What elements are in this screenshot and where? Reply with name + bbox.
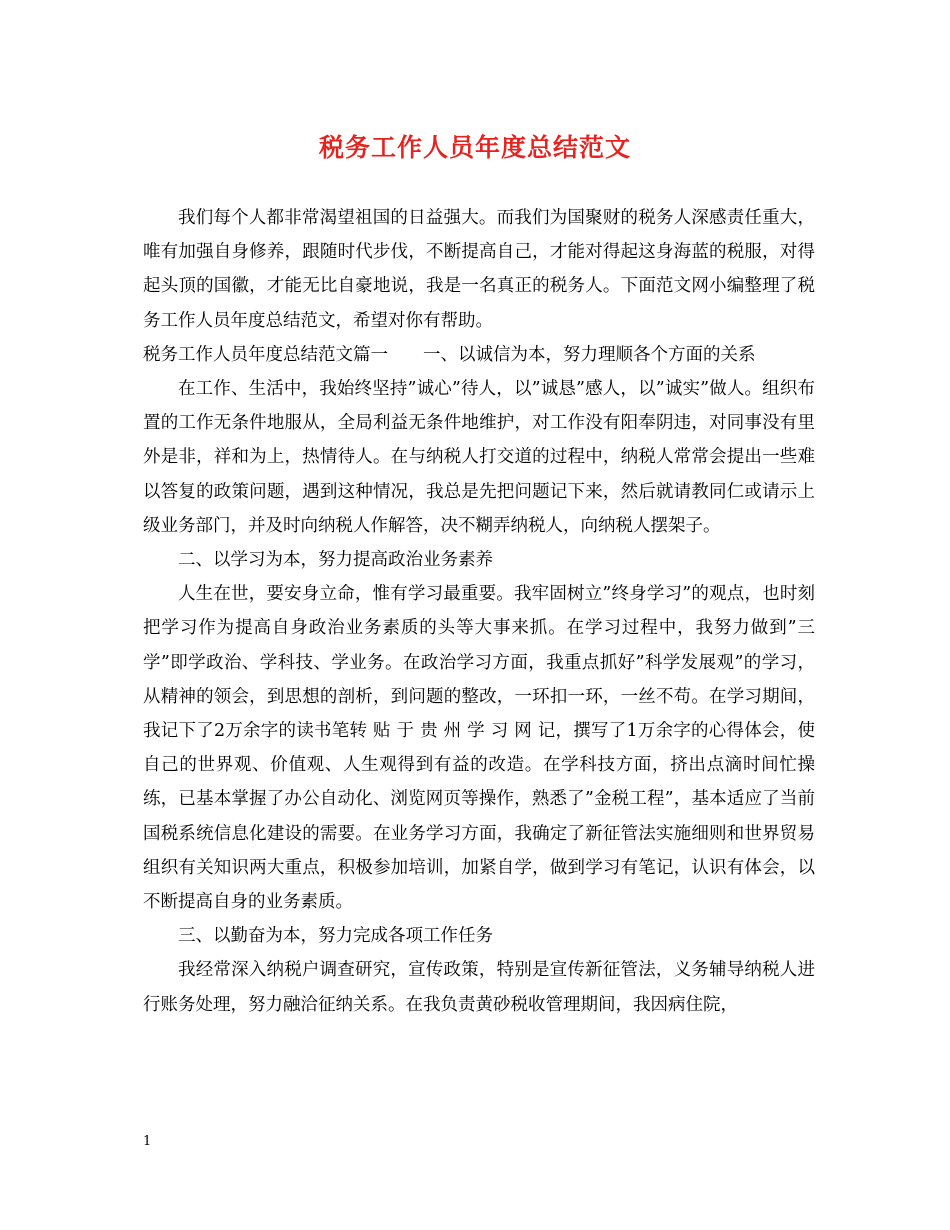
body-paragraph: 在工作、生活中，我始终坚持”诚心”待人，以”诚恳”感人，以”诚实”做人。组织布置的工作无条件地服从，全局利益无条件地维护，对工作没有阳奉阴违，对同事没有里外是非，祥和为上，热情待人。在与纳税人打交道的过程中，纳税人常常会提出一些难以答复的政策问题，遇到这种情况，我总是先把问题记下来，然后就请教同仁或请示上级业务部门，并及时向纳税人作解答，决不糊弄纳税人，向纳税人摆架子。 — [143, 379, 815, 536]
body-paragraph: 我经常深入纳税户调查研究，宣传政策，特别是宣传新征管法，义务辅导纳税人进行账务处理，努力融洽征纳关系。在我负责黄砂税收管理期间，我因病住院， — [143, 960, 815, 1015]
section-heading: 二、以学习为本，努力提高政治业务素养 — [178, 550, 493, 571]
section-heading-line: 税务工作人员年度总结范文篇一 一、以诚信为本，努力理顺各个方面的关系 — [143, 344, 756, 365]
document-title: 税务工作人员年度总结范文 — [318, 133, 631, 162]
body-paragraph: 人生在世，要安身立命，惟有学习最重要。我牢固树立”终身学习”的观点，也时刻把学习作为提高自身政治业务素质的头等大事来抓。在学习过程中，我努力做到”三学”即学政治、学科技、学业务。在政治学习方面，我重点抓好”科学发展观”的学习，从精神的领会，到思想的剖析，到问题的整改，一环扣一环，一丝不苟。在学习期间，我记下了2万余字的读书笔转 贴 于 贵 州 学 习 网 记，撰写了1万余字的心得体会，使自己的世界观、价值观、人生观得到有益的改造。在学科技方面，挤出点滴时间忙操练，已基本掌握了办公自动化、浏览网页等操作，熟悉了”金税工程”，基本适应了当前国税系统信息化建设的需要。在业务学习方面，我确定了新征管法实施细则和世界贸易组织有关知识两大重点，积极参加培训，加紧自学，做到学习有笔记，认识有体会，以不断提高自身的业务素质。 — [143, 584, 815, 913]
page-number: 1 — [143, 1134, 152, 1149]
section-heading: 三、以勤奋为本，努力完成各项工作任务 — [178, 926, 493, 947]
document-body — [143, 201, 815, 1022]
intro-paragraph: 我们每个人都非常渴望祖国的日益强大。而我们为国聚财的税务人深感责任重大，唯有加强自身修养，跟随时代步伐，不断提高自己，才能对得起这身海蓝的税服，对得起头顶的国徽，才能无比自豪地说，我是一名真正的税务人。下面范文网小编整理了税务工作人员年度总结范文，希望对你有帮助。 — [143, 208, 815, 331]
